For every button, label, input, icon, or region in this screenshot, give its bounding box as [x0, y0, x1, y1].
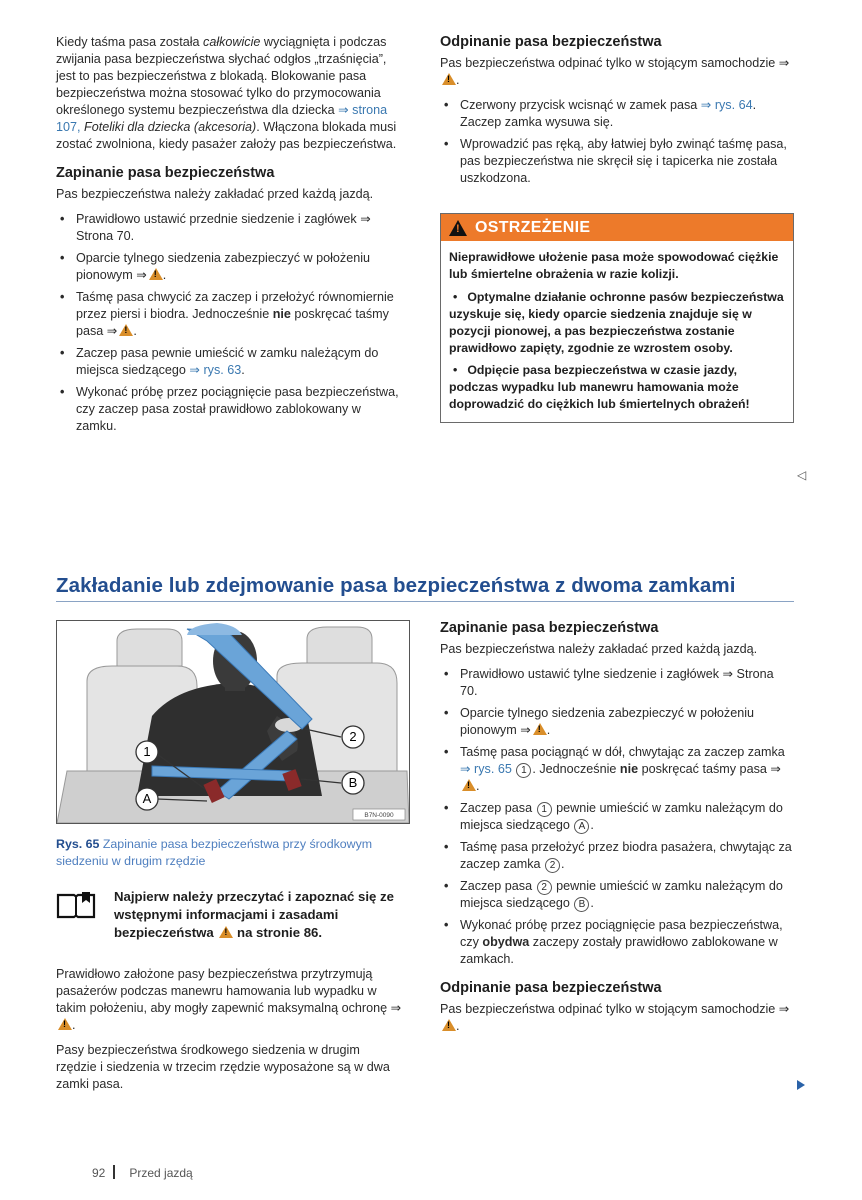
fasten-intro: Pas bezpieczeństwa należy zakładać przed każdą jazdą.: [56, 187, 374, 201]
warning-label: OSTRZEŻENIE: [475, 218, 591, 236]
page-footer: [92, 1165, 193, 1180]
figure-caption: Rys. 65 Zapinanie pasa bezpieczeństwa przy środkowym siedzeniu w drugim rzędzie: [56, 837, 373, 868]
warning-triangle-icon: [533, 723, 547, 735]
list-item: • Wykonać próbę przez pociągnięcie pasa bezpieczeństwa, czy obydwa zaczepy zostały prawidłowo zablokowane w zamkach.: [440, 917, 792, 968]
figure-seatbelt-illustration: [56, 620, 410, 824]
list-item: • Zaczep pasa 2 pewnie umieścić w zamku należącym do miejsca siedzącego B .: [440, 878, 792, 912]
callout-2-label: 2: [349, 729, 357, 744]
right-top-column: [440, 34, 792, 192]
figure-code: B7N-0090: [364, 812, 394, 819]
callout-A-label: A: [142, 791, 152, 806]
left-top-column: [56, 34, 402, 440]
warning-triangle-icon: [58, 1018, 72, 1030]
warning-text: Nieprawidłowe ułożenie pasa może spowodować ciężkie lub śmiertelne obrażenia w razie kolizji.: [449, 250, 779, 281]
paragraph: Prawidłowo założone pasy bezpieczeństwa przytrzymują pasażerów podczas manewru hamowania lub wypadku w takim położeniu, aby mogły zapewnić maksymalną ochronę ⇒!.: [56, 966, 402, 1034]
warning-triangle-icon: [442, 1019, 456, 1031]
warning-item: • Optymalne działanie ochronne pasów bezpieczeństwa uzyskuje się, kiedy oparcie siedzenia znajduje się w pozycji pionowej, a pas bezpieczeństwa zostanie prawidłowo zapięty, zgodnie ze wzrostem osoby.: [449, 289, 785, 357]
warning-body: [441, 241, 793, 422]
list-item: • Wprowadzić pas ręką, aby łatwiej było zwinąć taśmę pasa, pas bezpieczeństwa nie skręcił się i tapicerka nie została uszkodzona.: [440, 136, 792, 187]
section-title: Zakładanie lub zdejmowanie pasa bezpieczeństwa z dwoma zamkami: [56, 574, 736, 597]
unfasten-intro: Pas bezpieczeństwa odpinać tylko w stojącym samochodzie ⇒!.: [440, 55, 792, 89]
callout-ref-2: 2: [545, 858, 560, 873]
list-item: • Prawidłowo ustawić przednie siedzenie i zagłówek ⇒ Strona 70.: [56, 211, 402, 245]
list-item: • Prawidłowo ustawić tylne siedzenie i zagłówek ⇒ Strona 70.: [440, 666, 792, 700]
footer-divider: [113, 1165, 115, 1179]
page-number: 92: [92, 1166, 106, 1180]
section-end-mark: ◁: [797, 468, 807, 482]
caption-label: Rys. 65: [56, 837, 100, 851]
warning-triangle-icon: [149, 268, 163, 280]
list-item: • Taśmę pasa chwycić za zaczep i przełożyć równomiernie przez piersi i biodra. Jednocześnie nie poskręcać taśmy pasa ⇒! .: [56, 289, 402, 340]
warning-header: [441, 214, 793, 241]
callout-B-label: B: [348, 775, 358, 790]
callout-ref-B: B: [574, 897, 589, 912]
chapter-name: Przed jazdą: [129, 1166, 193, 1180]
left-bottom-column: [56, 966, 402, 1101]
warning-triangle-icon: [119, 324, 133, 336]
warning-triangle-icon: [462, 779, 476, 791]
callout-ref-1: 1: [516, 763, 531, 778]
callout-ref-A: A: [574, 819, 589, 834]
list-item: • Czerwony przycisk wcisnąć w zamek pasa ⇒ rys. 64. Zaczep zamka wysuwa się.: [440, 97, 792, 131]
continue-arrow-icon: [797, 1080, 805, 1090]
warning-item: • Odpięcie pasa bezpieczeństwa w czasie jazdy, podczas wypadku lub manewru hamowania może doprowadzić do ciężkich lub śmiertelnych obrażeń!: [449, 362, 785, 413]
paragraph: Pasy bezpieczeństwa środkowego siedzenia w drugim rzędzie i siedzenia w trzecim rzędzie wyposażone są w dwa zamki pasa.: [56, 1043, 390, 1091]
warning-icon: [449, 220, 467, 236]
callout-ref-2: 2: [537, 880, 552, 895]
warning-triangle-icon: [442, 73, 456, 85]
fasten-heading: Zapinanie pasa bezpieczeństwa: [56, 165, 275, 181]
seat-illustration: [57, 621, 409, 823]
list-item: • Oparcie tylnego siedzenia zabezpieczyć w położeniu pionowym ⇒! .: [440, 705, 792, 739]
list-item: • Zaczep pasa 1 pewnie umieścić w zamku należącym do miejsca siedzącego A .: [440, 800, 792, 834]
unfasten-heading-2: Odpinanie pasa bezpieczeństwa: [440, 980, 662, 996]
warning-box: [440, 213, 794, 423]
callout-1-label: 1: [143, 744, 151, 759]
right-bottom-column: [440, 620, 792, 1043]
read-first-note: Najpierw należy przeczytać i zapoznać się ze wstępnymi informacjami i zasadami bezpieczeństwa ! na stronie 86.: [56, 888, 408, 942]
unfasten-heading: Odpinanie pasa bezpieczeństwa: [440, 34, 662, 50]
list-item: • Zaczep pasa pewnie umieścić w zamku należącym do miejsca siedzącego ⇒ rys. 63.: [56, 345, 402, 379]
fasten-heading-2: Zapinanie pasa bezpieczeństwa: [440, 620, 659, 636]
intro-paragraph: Kiedy taśma pasa została całkowicie wyciągnięta i podczas zwijania pasa bezpieczeństwa słychać odgłos „trzaśnięcia”, jest to pas bezpieczeństwa z blokadą. Blokowanie pasa bezpieczeństwa można stosować tylko do przymocowania określonego systemu bezpieczeństwa dla dziecka ⇒ strona 107, Foteliki dla dziecka (akcesoria). Włączona blokada musi zostać zwolniona, kiedy pasażer założy pas bezpieczeństwa.: [56, 35, 397, 151]
callout-ref-1: 1: [537, 802, 552, 817]
list-item: • Wykonać próbę przez pociągnięcie pasa bezpieczeństwa, czy zaczep pasa został prawidłowo zablokowany w zamku.: [56, 384, 402, 435]
fasten-intro-2: Pas bezpieczeństwa należy zakładać przed każdą jazdą.: [440, 642, 758, 656]
list-item: • Taśmę pasa przełożyć przez biodra pasażera, chwytając za zaczep zamka 2 .: [440, 839, 792, 873]
book-icon: [56, 891, 96, 919]
section-divider: [56, 601, 794, 602]
warning-triangle-icon: [219, 926, 233, 938]
list-item: • Oparcie tylnego siedzenia zabezpieczyć w położeniu pionowym ⇒! .: [56, 250, 402, 284]
list-item: • Taśmę pasa pociągnąć w dół, chwytając za zaczep zamka ⇒ rys. 65 1 . Jednocześnie nie poskręcać taśmy pasa ⇒!.: [440, 744, 792, 795]
unfasten-intro-2: Pas bezpieczeństwa odpinać tylko w stojącym samochodzie ⇒!.: [440, 1001, 792, 1035]
